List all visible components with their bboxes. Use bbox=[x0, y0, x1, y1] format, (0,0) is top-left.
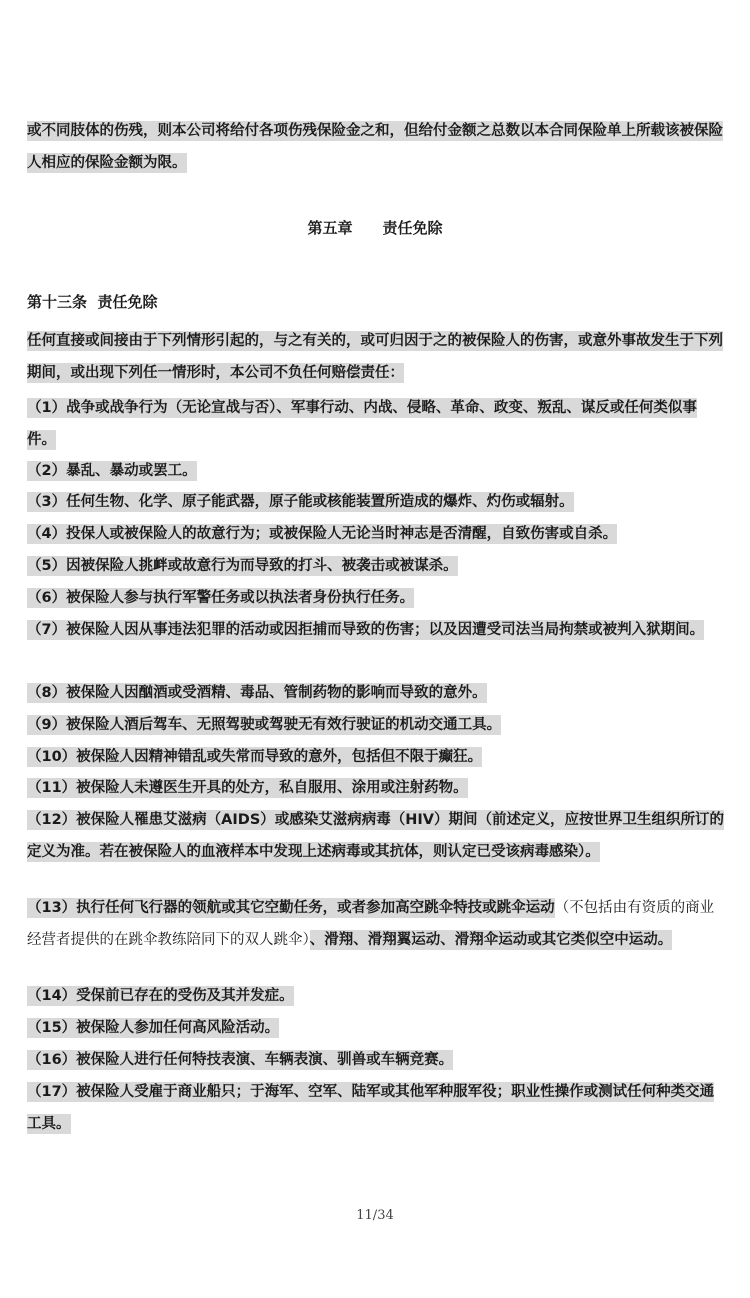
list-item: （9）被保险人酒后驾车、无照驾驶或驾驶无有效行驶证的机动交通工具。 bbox=[27, 717, 502, 733]
list-item: （11）被保险人未遵医生开具的处方，私自服用、涂用或注射药物。 bbox=[27, 780, 468, 796]
list-item: （14）受保前已存在的受伤及其并发症。 bbox=[27, 988, 294, 1004]
chapter-title: 责任免除 bbox=[382, 219, 443, 237]
list-item: （3）任何生物、化学、原子能武器，原子能或核能装置所造成的爆炸、灼伤或辐射。 bbox=[27, 494, 574, 510]
page-number: 11/34 bbox=[356, 1208, 394, 1223]
intro-paragraph: 任何直接或间接由于下列情形引起的，与之有关的，或可归因于之的被保险人的伤害，或意外事故发生于下列期间，或出现下列任一情形时，本公司不负任何赔偿责任： bbox=[27, 333, 723, 381]
list-item: （8）被保险人因酗酒或受酒精、毒品、管制药物的影响而导致的意外。 bbox=[27, 685, 487, 701]
list-item: （7）被保险人因从事违法犯罪的活动或因拒捕而导致的伤害；以及因遭受司法当局拘禁或被判入狱期间。 bbox=[27, 622, 705, 638]
list-item: （10）被保险人因精神错乱或失常而导致的意外，包括但不限于癫狂。 bbox=[27, 749, 483, 765]
list-item: （16）被保险人进行任何特技表演、车辆表演、驯兽或车辆竞赛。 bbox=[27, 1052, 454, 1068]
list-item: （12）被保险人罹患艾滋病（AIDS）或感染艾滋病病毒（HIV）期间（前述定义，应按世界卫生组织所订的定义为准。若在被保险人的血液样本中发现上述病毒或其抗体，则认定已受该病毒感染）。 bbox=[27, 812, 725, 860]
list-item: （13）执行任何飞行器的领航或其它空勤任务，或者参加高空跳伞特技或跳伞运动（不包括由有资质的商业经营者提供的在跳伞教练陪同下的双人跳伞）、滑翔、滑翔翼运动、滑翔伞运动或其它类似空中运动。 bbox=[27, 900, 715, 948]
article-title: 第十三条 责任免除 bbox=[27, 293, 158, 311]
chapter-number: 第五章 bbox=[307, 219, 353, 237]
continuation-paragraph: 或不同肢体的伤残，则本公司将给付各项伤残保险金之和，但给付金额之总数以本合同保险单上所载该被保险人相应的保险金额为限。 bbox=[27, 123, 723, 171]
list-item: （1）战争或战争行为（无论宣战与否）、军事行动、内战、侵略、革命、政变、叛乱、谋反或任何类似事件。 bbox=[27, 400, 697, 448]
chapter-heading bbox=[0, 214, 750, 242]
list-item: （5）因被保险人挑衅或故意行为而导致的打斗、被袭击或被谋杀。 bbox=[27, 558, 458, 574]
list-item: （2）暴乱、暴动或罢工。 bbox=[27, 463, 197, 479]
list-item: （4）投保人或被保险人的故意行为；或被保险人无论当时神志是否清醒，自致伤害或自杀。 bbox=[27, 526, 618, 542]
list-item: （15）被保险人参加任何高风险活动。 bbox=[27, 1020, 280, 1036]
list-item: （17）被保险人受雇于商业船只；于海军、空军、陆军或其他军种服军役；职业性操作或测试任何种类交通工具。 bbox=[27, 1084, 715, 1132]
list-item: （6）被保险人参与执行军警任务或以执法者身份执行任务。 bbox=[27, 590, 415, 606]
